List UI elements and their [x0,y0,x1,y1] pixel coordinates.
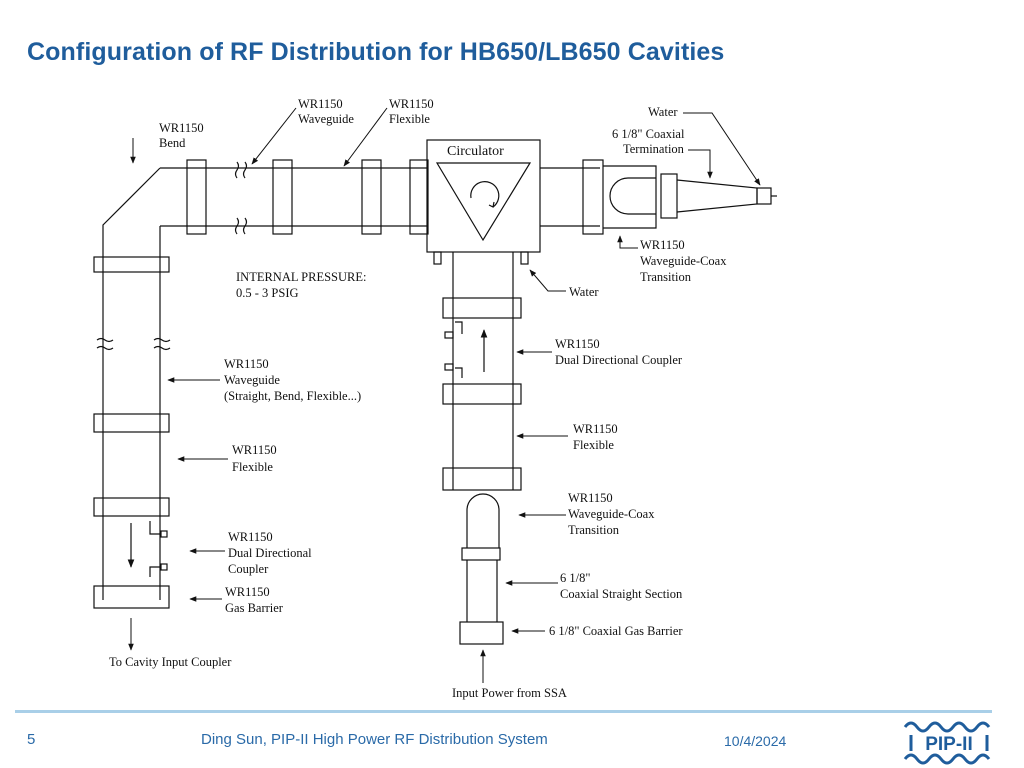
break-mark [97,339,170,350]
footer-date: 10/4/2024 [724,733,787,749]
label-wg-coax-transition-top: WR1150 Waveguide-Coax Transition [640,238,727,284]
transition-loop [467,494,499,548]
label-input-power: Input Power from SSA [452,686,567,700]
coax-gas-barrier [460,622,503,644]
water-fitting [434,252,441,264]
label-to-cavity: To Cavity Input Coupler [109,655,232,669]
transition-loop [610,178,656,214]
circulator-triangle [437,163,530,240]
waveguide-bend [103,168,160,257]
flange [94,586,169,608]
label-water-top: Water [648,105,678,119]
label-ddc-right: WR1150 Dual Directional Coupler [555,337,683,367]
coax-flange [462,548,500,560]
flange [94,414,169,432]
footer-author: Ding Sun, PIP-II High Power RF Distribution System [201,731,548,748]
svg-text:PIP-II: PIP-II [925,734,973,755]
flange [443,298,521,318]
page-number: 5 [27,731,36,748]
flange [583,160,603,234]
label-flexible-left: WR1150 Flexible [232,443,277,474]
flange [443,384,521,404]
pip-ii-logo [903,719,995,765]
flange [94,257,169,272]
label-ddc-left: WR1150 Dual Directional Coupler [228,530,312,576]
label-gas-barrier-left: WR1150 Gas Barrier [225,585,283,615]
label-coaxial-termination: 6 1/8" Coaxial Termination [612,127,685,156]
label-wr1150-bend: WR1150 Bend [159,121,204,150]
label-internal-pressure: INTERNAL PRESSURE: 0.5 - 3 PSIG [236,270,367,300]
flange [187,160,206,234]
footer-divider [15,710,992,713]
coax-termination [677,180,757,212]
flange [443,468,521,490]
label-wr1150-waveguide: WR1150 Waveguide [298,97,354,126]
flange [410,160,428,234]
transition-body [603,166,656,228]
flange [362,160,381,234]
break-mark [236,162,247,234]
label-wr1150-flexible-top: WR1150 Flexible [389,97,434,126]
label-wg-coax-transition-bottom: WR1150 Waveguide-Coax Transition [568,491,655,537]
top-waveguide-run [160,168,428,226]
label-coax-gas-barrier: 6 1/8" Coaxial Gas Barrier [549,624,683,638]
diagram-labels [109,97,727,700]
waveguide-drawing [94,140,777,644]
right-waveguide [540,168,600,226]
coax-straight [467,560,497,622]
coax-flange [661,174,677,218]
label-circulator: Circulator [447,144,504,159]
flange [273,160,292,234]
circulator-arrow [471,182,499,207]
flange [94,498,169,516]
label-flexible-right: WR1150 Flexible [573,422,618,452]
label-waveguide-left: WR1150 Waveguide (Straight, Bend, Flexible...) [224,357,362,403]
slide-title: Configuration of RF Distribution for HB650/LB650 Cavities [27,38,725,66]
label-water-mid: Water [569,285,599,299]
water-fitting [521,252,528,264]
label-coax-straight: 6 1/8" Coaxial Straight Section [560,571,683,601]
